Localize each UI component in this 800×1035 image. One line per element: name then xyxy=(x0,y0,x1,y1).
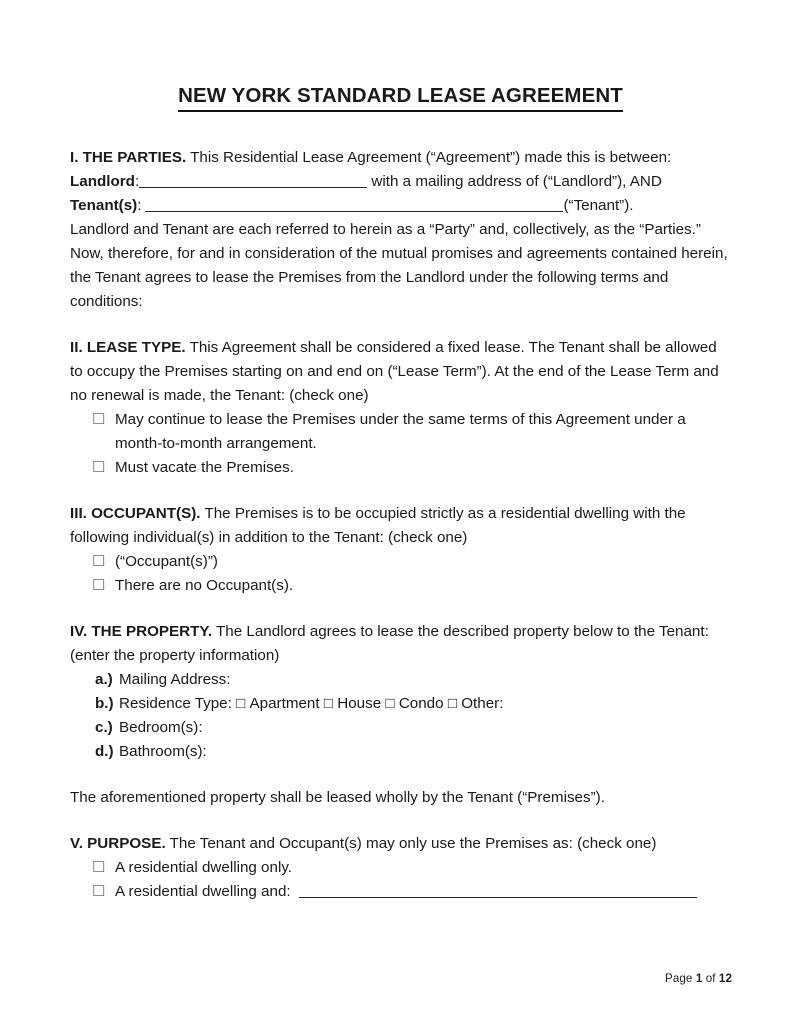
tenant-after-text: (“Tenant”). xyxy=(563,196,634,214)
property-item-mailing-address xyxy=(70,668,731,692)
lease-type-option-month-to-month[interactable] xyxy=(70,408,731,456)
occupants-intro-text: The Premises is to be occupied strictly as a residential dwelling with the following individual(s) in addition to the Tenant: (check one) xyxy=(70,504,686,546)
lease-type-option-label: May continue to lease the Premises under the same terms of this Agreement under a month-to-month arrangement. xyxy=(115,410,686,452)
purpose-heading: V. PURPOSE. xyxy=(70,834,166,852)
property-items xyxy=(70,668,731,764)
checkbox-other-icon[interactable]: □ xyxy=(447,694,457,712)
checkbox-house-icon[interactable]: □ xyxy=(323,694,334,712)
checkbox-icon[interactable]: ☐ xyxy=(92,458,106,476)
footer-prefix: Page xyxy=(665,972,696,985)
property-intro-text: The Landlord agrees to lease the described property below to the Tenant: (enter the property information) xyxy=(70,622,709,664)
lease-type-intro-text: This Agreement shall be considered a fixed lease. The Tenant shall be allowed to occupy the Premises starting on and end on (“Lease Term”). At the end of the Lease Term and no renewal is made, the Tenant: (check one) xyxy=(70,338,719,404)
occupants-option-named[interactable] xyxy=(70,550,731,574)
lease-type-option-label: Must vacate the Premises. xyxy=(115,458,294,476)
checkbox-icon[interactable]: ☐ xyxy=(92,858,106,876)
property-item-marker: a.) xyxy=(95,670,113,688)
purpose-options xyxy=(70,856,731,904)
checkbox-icon[interactable]: ☐ xyxy=(92,882,106,900)
occupants-options xyxy=(70,550,731,598)
choice-label-condo: Condo xyxy=(398,694,444,712)
purpose-option-residential-and[interactable] xyxy=(70,880,731,904)
checkbox-condo-icon[interactable]: □ xyxy=(385,694,395,712)
landlord-after-text: with a mailing address of (“Landlord”), AND xyxy=(367,172,662,190)
purpose-option-residential-only[interactable] xyxy=(70,856,731,880)
document-title-text: NEW YORK STANDARD LEASE AGREEMENT xyxy=(178,84,623,112)
purpose-intro-paragraph xyxy=(70,832,731,856)
property-item-marker: b.) xyxy=(95,694,114,712)
property-closing-paragraph: The aforementioned property shall be leased wholly by the Tenant (“Premises”). xyxy=(70,788,605,806)
occupants-heading: III. OCCUPANT(S). xyxy=(70,504,201,522)
property-item-label: Bedroom(s): xyxy=(119,718,203,736)
footer-middle: of xyxy=(702,972,719,985)
landlord-label: Landlord xyxy=(70,172,135,190)
purpose-other-blank[interactable] xyxy=(299,884,697,898)
property-item-label: Bathroom(s): xyxy=(119,742,207,760)
purpose-intro-text: The Tenant and Occupant(s) may only use the Premises as: (check one) xyxy=(165,834,657,852)
lease-type-intro-paragraph xyxy=(70,336,731,408)
occupants-option-none[interactable] xyxy=(70,574,731,598)
section-lease-type xyxy=(70,336,731,480)
purpose-option-label: A residential dwelling and: xyxy=(115,882,295,900)
tenant-line: Tenant(s): (“Tenant”). xyxy=(70,196,634,214)
occupants-intro-paragraph xyxy=(70,502,731,550)
footer-current-page: 1 xyxy=(695,972,703,985)
choice-label-apartment: Apartment xyxy=(249,694,320,712)
tenant-name-blank[interactable] xyxy=(145,198,563,212)
property-item-residence-row xyxy=(119,692,503,716)
property-item-bedrooms xyxy=(70,716,731,740)
property-heading: IV. THE PROPERTY. xyxy=(70,622,213,640)
occupants-option-label: (“Occupant(s)”) xyxy=(115,552,218,570)
section-occupants xyxy=(70,502,731,598)
checkbox-apartment-icon[interactable]: □ xyxy=(236,694,246,712)
checkbox-icon[interactable]: ☐ xyxy=(92,576,106,594)
property-item-marker: d.) xyxy=(95,742,114,760)
landlord-name-blank[interactable] xyxy=(139,174,367,188)
lease-type-heading: II. LEASE TYPE. xyxy=(70,338,186,356)
section-property xyxy=(70,620,731,810)
choice-label-house: House xyxy=(337,694,382,712)
section-purpose xyxy=(70,832,731,904)
checkbox-icon[interactable]: ☐ xyxy=(92,552,106,570)
property-item-marker: c.) xyxy=(95,718,113,736)
property-item-label: Residence Type: xyxy=(119,694,232,712)
lease-type-option-vacate[interactable] xyxy=(70,456,731,480)
tenant-label: Tenant(s) xyxy=(70,196,138,214)
section-parties xyxy=(70,146,731,314)
landlord-line: Landlord: with a mailing address of (“Landlord”), AND xyxy=(70,172,662,190)
choice-label-other: Other: xyxy=(461,694,504,712)
occupants-option-label: There are no Occupant(s). xyxy=(115,576,294,594)
document-body xyxy=(70,84,731,926)
parties-heading: I. THE PARTIES. xyxy=(70,148,187,166)
property-item-label: Mailing Address: xyxy=(119,670,231,688)
document-title xyxy=(70,84,731,112)
footer-total-pages: 12 xyxy=(718,972,732,985)
lease-type-options xyxy=(70,408,731,480)
property-intro-paragraph xyxy=(70,620,731,668)
purpose-option-label: A residential dwelling only. xyxy=(115,858,293,876)
checkbox-icon[interactable]: ☐ xyxy=(92,410,106,428)
parties-intro-text: This Residential Lease Agreement (“Agreement”) made this is between: xyxy=(186,148,672,166)
property-item-bathrooms xyxy=(70,740,731,764)
parties-body-paragraph: Landlord and Tenant are each referred to herein as a “Party” and, collectively, as the “Parties.” Now, therefore, for and in consideration of the mutual promises and agreements contained herein, the Tenant agrees to lease the Premises from the Landlord under the following terms and conditions: xyxy=(70,220,728,310)
property-item-residence-type xyxy=(70,692,731,716)
page-footer xyxy=(665,972,732,985)
parties-intro-paragraph xyxy=(70,146,731,170)
